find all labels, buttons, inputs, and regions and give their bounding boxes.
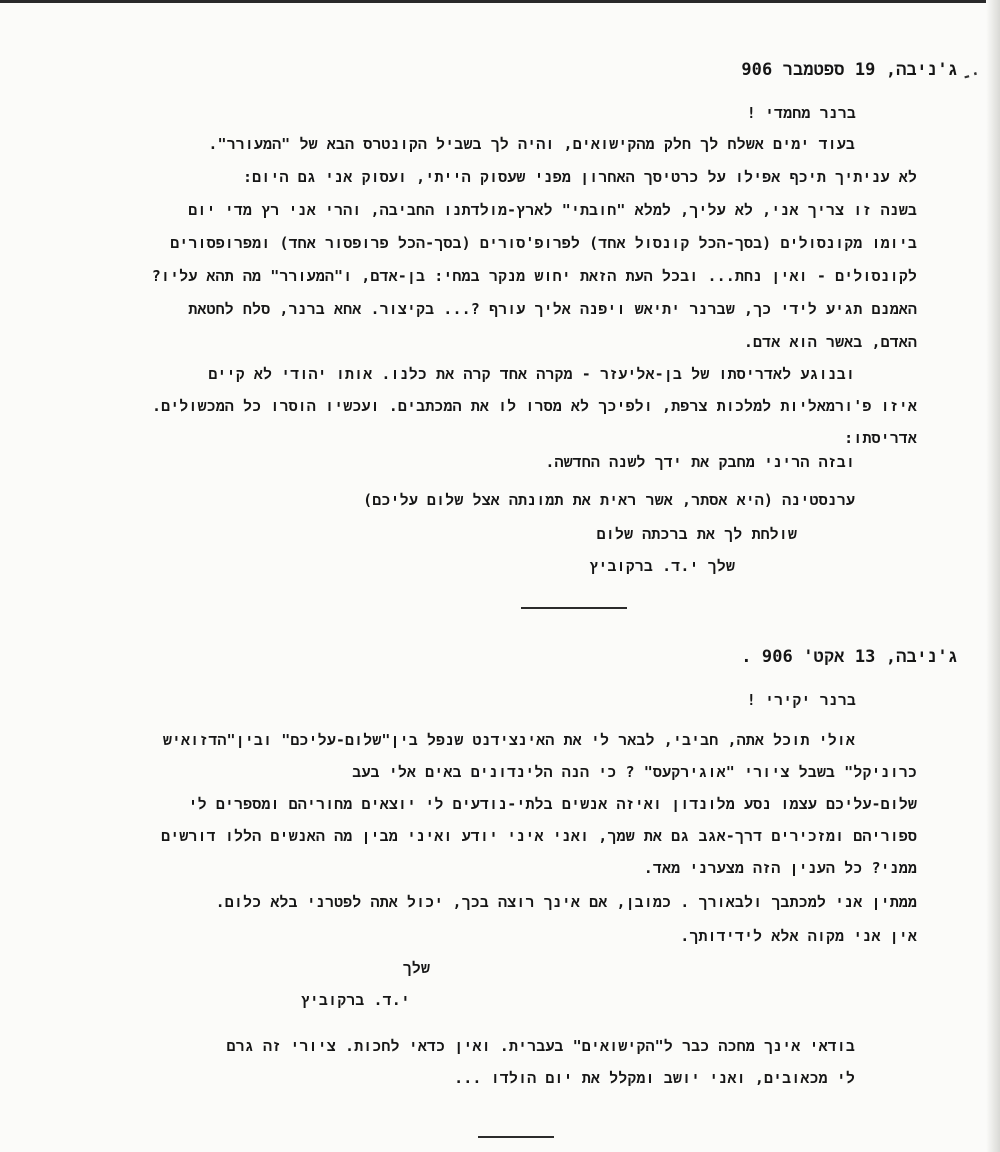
letter2-para1-line4: ספוריהם ומזכירים דרך-אגב גם את שמך, ואני איני יודע ואיני מבין מה האנשים הללו דורשים <box>161 827 917 845</box>
letter1-para1-line4: ביומו מקונסולים (בסך-הכל קונסול אחד) לפרופ'סורים (בסך-הכל פרופסור אחד) ומפרופסורים <box>170 234 917 252</box>
letter2-para1-line2: כרוניקל" בשבל ציורי "אוגירקעס" ? כי הנה הלינדונים באים אלי בעב <box>352 763 917 781</box>
section-divider <box>521 607 627 609</box>
bottom-divider <box>478 1136 554 1138</box>
letter1-para1-line6: האמנם תגיע לידי כך, שברנר יתיאש ויפנה אליך עורף ?... בקיצור. אחא ברנר, סלח לחטאת <box>188 300 917 318</box>
letter1-ps-line1: ערנסטינה (היא אסתר, אשר ראית את תמונתה אצל שלום עליכם) <box>363 491 855 509</box>
letter1-closing: ובזה הריני מחבק את ידך לשנה החדשה. <box>545 453 855 471</box>
letter1-para1-line5: לקונסולים - ואין נחת... ובכל העת הזאת יחוש מנקר במחי: בן-אדם, ו"המעורר" מה תהא עליו? <box>151 267 917 285</box>
letter1-dateline: ג'ניבה, 19 ספטמבר 906 <box>741 60 958 80</box>
letter2-postscript-line1: בודאי אינך מחכה כבר ל"הקישואים" בעברית. ואין כדאי לחכות. ציורי זה גרם <box>226 1037 855 1055</box>
letter1-para1-line1: בעוד ימים אשלח לך חלק מהקישואים, והיה לך בשביל הקונטרס הבא של "המעורר". <box>208 135 855 153</box>
letter1-signature: שלך י.ד. ברקוביץ <box>589 557 735 575</box>
letter1-para2-line3: אדריסתו: <box>844 429 917 447</box>
stray-ink-mark: -· <box>959 63 983 87</box>
letter1-para1-line3: בשנה זו צריך אני, לא עליך, למלא "חובתי" לארץ-מולדתנו החביבה, והרי אני רץ מדי יום <box>188 201 917 219</box>
letter1-para1-line2: לא עניתיך תיכף אפילו על כרטיסך האחרון מפני שעסוק הייתי, ועסוק אני גם היום: <box>243 168 917 186</box>
page-top-edge <box>0 0 1000 3</box>
page-right-shadow <box>986 0 1000 1152</box>
letter1-para1-line7: האדם, באשר הוא אדם. <box>743 333 917 351</box>
letter2-para2-line2: אין אני מקוה אלא לידידותך. <box>680 927 917 945</box>
letter1-ps-line2: שולחת לך את ברכתה שלום <box>596 525 797 543</box>
letter2-para2-line1: ממתין אני למכתבך ולבאורך . כמובן, אם אינך רוצה בכך, יכול אתה לפטרני בלא כלום. <box>215 893 917 911</box>
letter2-postscript-line2: לי מכאובים, ואני יושב ומקלל את יום הולדו ... <box>454 1069 855 1087</box>
letter2-para1-line5: ממני? כל הענין הזה מצערני מאד. <box>643 859 917 877</box>
letter1-para2-line1: ובנוגע לאדריסתו של בן-אליעזר - מקרה אחד קרה את כלנו. אותו יהודי לא קיים <box>208 365 855 383</box>
letter2-para1-line1: אולי תוכל אתה, חביבי, לבאר לי את האינצידנט שנפל בין"שלום-עליכם" ובין"הדזואיש <box>162 731 855 749</box>
letter2-sign-word: שלך <box>402 959 430 977</box>
letter2-salutation: ברנר יקירי ! <box>746 691 856 709</box>
letter1-salutation: ברנר מחמדי ! <box>746 104 856 122</box>
letter2-para1-line3: שלום-עליכם עצמו נסע מלונדון ואיזה אנשים בלתי-נודעים לי יוצאים מחוריהם ומספרים לי <box>188 795 917 813</box>
letter2-dateline: ג'ניבה, 13 אקט' 906 . <box>741 647 958 667</box>
letter2-signature: י.ד. ברקוביץ <box>300 991 410 1009</box>
letter1-para2-line2: איזו פ'ורמאליות למלכות צרפת, ולפיכך לא מסרו לו את המכתבים. ועכשיו הוסרו כל המכשולים. <box>151 397 917 415</box>
